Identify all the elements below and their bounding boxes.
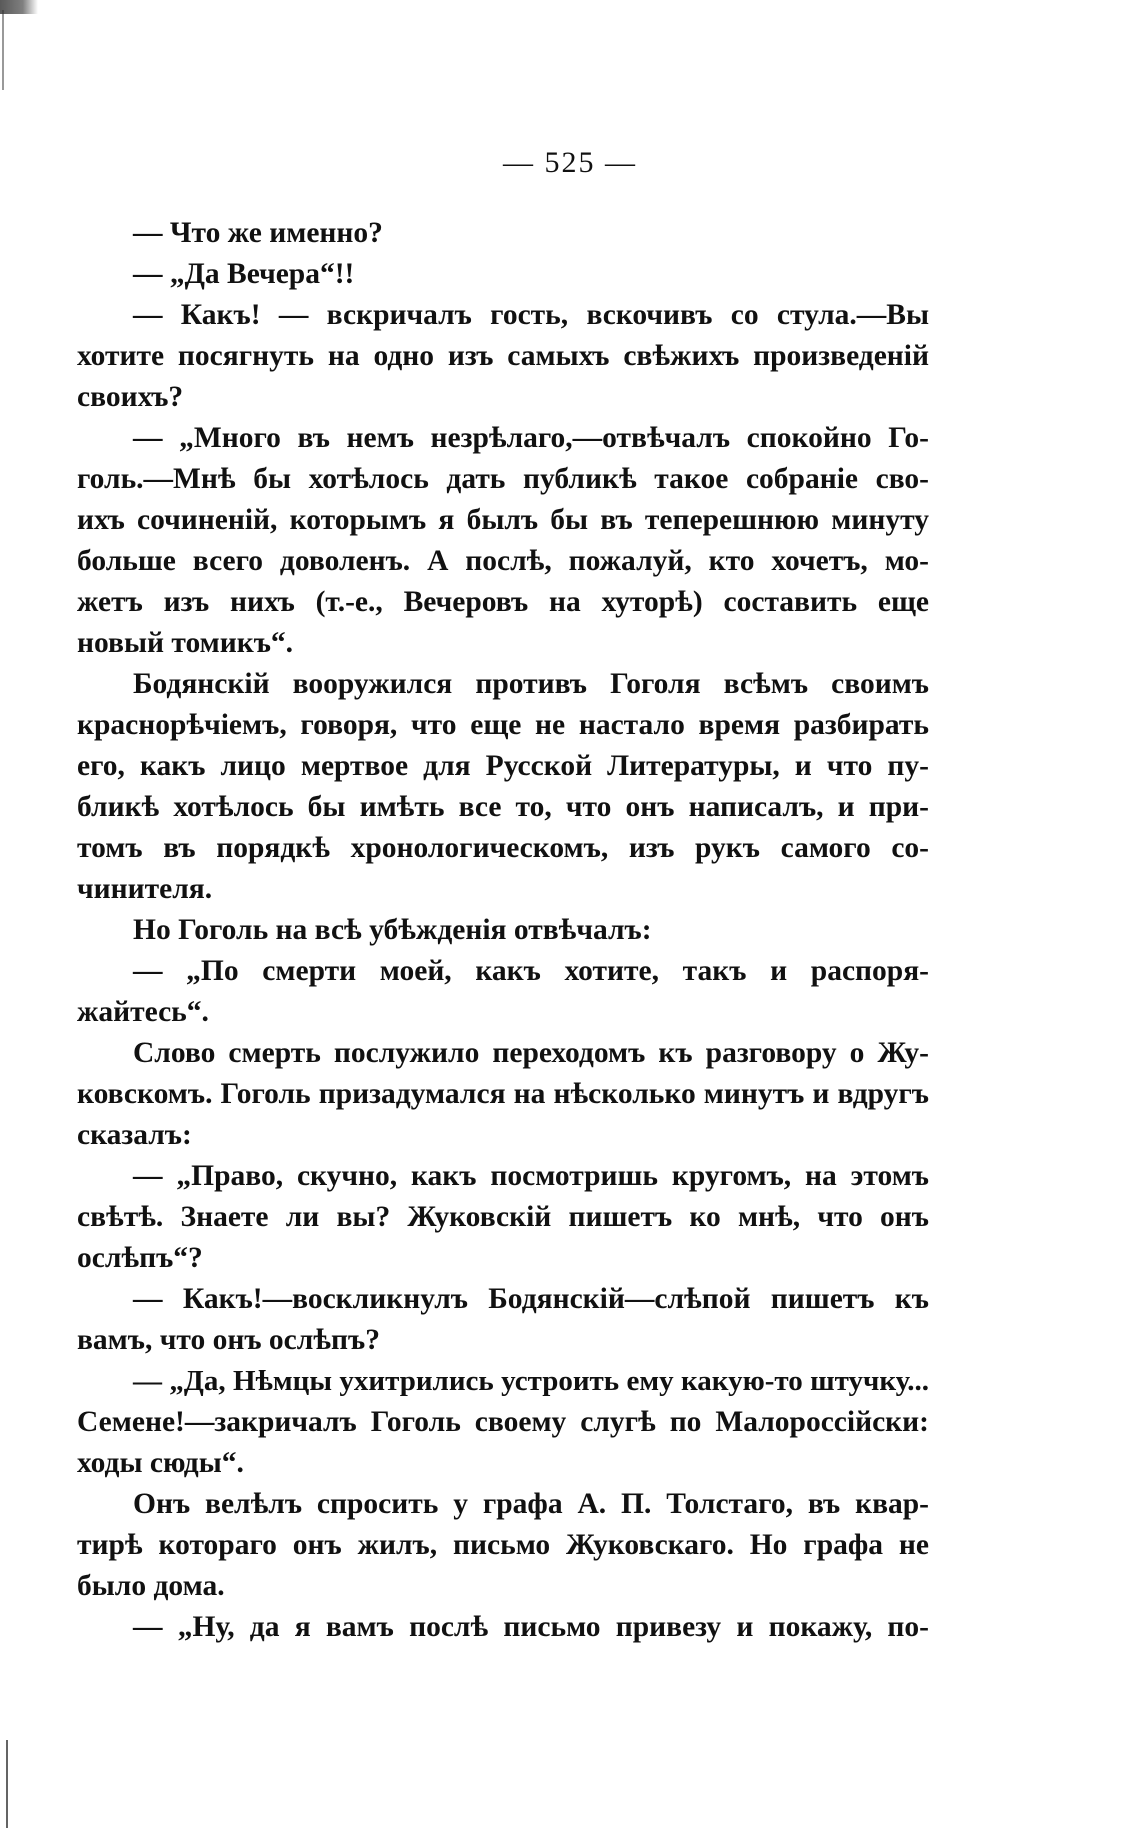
text-line: тирѣ котораго онъ жилъ, письмо Жуковскаго. Но графа не [77, 1529, 929, 1561]
text-line: бликѣ хотѣлось бы имѣть все то, что онъ написалъ, и при- [77, 791, 929, 823]
text-line: голь.—Мнѣ бы хотѣлось дать публикѣ такое собраніе сво- [77, 463, 929, 495]
text-line: Онъ велѣлъ спросить у графа А. П. Толстаго, въ квар- [133, 1488, 929, 1520]
text-line: Семене!—закричалъ Гоголь своему слугѣ по Малороссійски: [77, 1406, 929, 1438]
text-line: — Какъ! — вскричалъ гость, вскочивъ со стула.—Вы [133, 299, 929, 331]
text-line: томъ въ порядкѣ хронологическомъ, изъ рукъ самого со- [77, 832, 929, 864]
text-line: было дома. [77, 1570, 225, 1602]
text-line: своихъ? [77, 381, 184, 413]
scan-artifact [6, 1740, 8, 1828]
text-line: жетъ изъ нихъ (т.-е., Вечеровъ на хуторѣ) составить еще [77, 586, 929, 618]
text-line: Но Гоголь на всѣ убѣжденія отвѣчалъ: [133, 914, 652, 946]
text-line: свѣтѣ. Знаете ли вы? Жуковскій пишетъ ко мнѣ, что онъ [77, 1201, 929, 1233]
text-line: чинителя. [77, 873, 213, 905]
scan-artifact [0, 0, 38, 14]
body-text [77, 213, 929, 1648]
text-line: больше всего доволенъ. А послѣ, пожалуй, кто хочетъ, мо- [77, 545, 929, 577]
text-line: — Какъ!—воскликнулъ Бодянскій—слѣпой пишетъ къ [133, 1283, 929, 1315]
text-line: — „Много въ немъ незрѣлаго,—отвѣчалъ спокойно Го- [133, 422, 929, 454]
text-line: — „Да Вечера“!! [133, 258, 355, 290]
text-line: ослѣпъ“? [77, 1242, 203, 1274]
text-line: его, какъ лицо мертвое для Русской Литературы, и что пу- [77, 750, 929, 782]
text-line: краснорѣчіемъ, говоря, что еще не настало время разбирать [77, 709, 929, 741]
text-line: хотите посягнуть на одно изъ самыхъ свѣжихъ произведеній [77, 340, 929, 372]
text-line: ковскомъ. Гоголь призадумался на нѣсколько минутъ и вдругъ [77, 1078, 929, 1110]
text-line: Слово смерть послужило переходомъ къ разговору о Жу- [133, 1037, 929, 1069]
page-number: — 525 — [503, 146, 637, 179]
scan-artifact [2, 10, 4, 90]
text-line: Бодянскій вооружился противъ Гоголя всѣмъ своимъ [133, 668, 929, 700]
text-line: — Что же именно? [133, 217, 383, 249]
text-line: новый томикъ“. [77, 627, 294, 659]
text-line: — „По смерти моей, какъ хотите, такъ и распоря- [133, 955, 929, 987]
text-line: жайтесь“. [77, 996, 209, 1028]
text-line: ихъ сочиненій, которымъ я былъ бы въ теперешнюю минуту [77, 504, 929, 536]
text-line: ходы сюды“. [77, 1447, 244, 1479]
text-line: — „Ну, да я вамъ послѣ письмо привезу и покажу, по- [133, 1611, 929, 1643]
text-line: — „Право, скучно, какъ посмотришь кругомъ, на этомъ [133, 1160, 929, 1192]
text-line: вамъ, что онъ ослѣпъ? [77, 1324, 380, 1356]
text-line: сказалъ: [77, 1119, 192, 1151]
text-line: — „Да, Нѣмцы ухитрились устроить ему какую-то штучку... [133, 1365, 929, 1397]
